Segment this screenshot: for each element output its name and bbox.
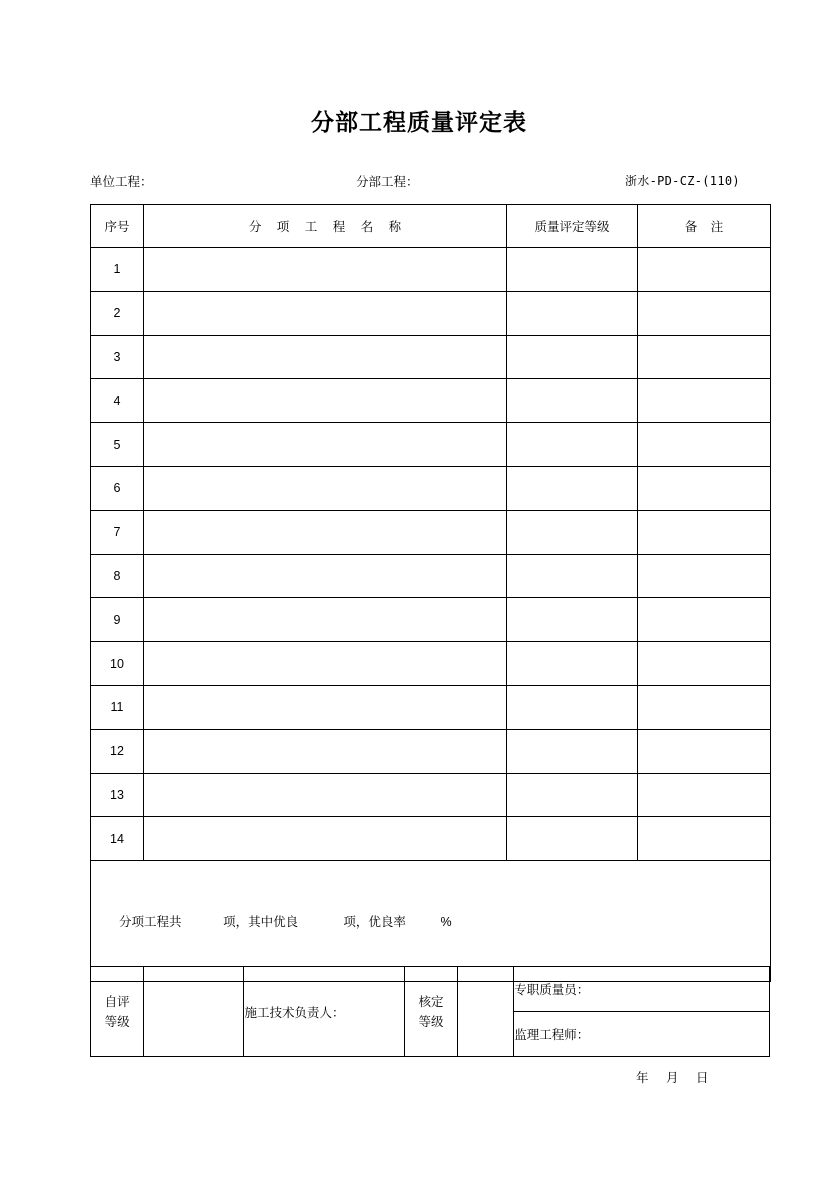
row-name-cell[interactable]	[144, 466, 507, 510]
row-name-cell[interactable]	[144, 773, 507, 817]
row-note-cell[interactable]	[638, 773, 771, 817]
row-grade-cell[interactable]	[507, 642, 638, 686]
table-row	[91, 642, 771, 686]
table-row	[91, 685, 771, 729]
date-month-label: 月	[666, 1071, 679, 1085]
header-no: 序号	[91, 205, 144, 248]
table-row	[91, 598, 771, 642]
row-name-cell[interactable]	[144, 817, 507, 861]
row-note-cell[interactable]	[638, 817, 771, 861]
row-name-cell[interactable]	[144, 729, 507, 773]
row-number: 10	[91, 642, 144, 686]
row-note-cell[interactable]	[638, 685, 771, 729]
self-grade-value[interactable]	[144, 967, 244, 1057]
row-grade-cell[interactable]	[507, 291, 638, 335]
row-grade-cell[interactable]	[507, 510, 638, 554]
part-project-label: 分部工程：	[356, 175, 419, 189]
row-note-cell[interactable]	[638, 642, 771, 686]
row-note-cell[interactable]	[638, 248, 771, 292]
row-grade-cell[interactable]	[507, 773, 638, 817]
row-number: 13	[91, 773, 144, 817]
row-number: 4	[91, 379, 144, 423]
header-name: 分 项 工 程 名 称	[144, 205, 507, 248]
row-grade-cell[interactable]	[507, 335, 638, 379]
form-code: 浙水-PD-CZ-(110)	[625, 174, 740, 188]
row-grade-cell[interactable]	[507, 248, 638, 292]
header-grade: 质量评定等级	[507, 205, 638, 248]
row-name-cell[interactable]	[144, 554, 507, 598]
row-name-cell[interactable]	[144, 685, 507, 729]
table-row	[91, 466, 771, 510]
row-grade-cell[interactable]	[507, 554, 638, 598]
row-note-cell[interactable]	[638, 466, 771, 510]
table-row	[91, 817, 771, 861]
check-grade-label-line1: 核定	[418, 994, 444, 1009]
table-row	[91, 554, 771, 598]
table-header-row	[91, 205, 771, 248]
row-number: 5	[91, 423, 144, 467]
row-note-cell[interactable]	[638, 335, 771, 379]
summary-row	[91, 861, 771, 982]
row-grade-cell[interactable]	[507, 466, 638, 510]
table-row	[91, 423, 771, 467]
row-grade-cell[interactable]	[507, 598, 638, 642]
table-row	[91, 729, 771, 773]
row-note-cell[interactable]	[638, 554, 771, 598]
row-grade-cell[interactable]	[507, 685, 638, 729]
signature-table	[90, 966, 770, 1057]
row-number: 7	[91, 510, 144, 554]
self-grade-label-line2: 等级	[104, 1014, 130, 1029]
table-row	[91, 335, 771, 379]
date-year-label: 年	[636, 1071, 649, 1085]
self-grade-label	[91, 967, 144, 1057]
row-number: 9	[91, 598, 144, 642]
header-note: 备 注	[638, 205, 771, 248]
row-name-cell[interactable]	[144, 291, 507, 335]
check-grade-label-line2: 等级	[418, 1014, 444, 1029]
row-name-cell[interactable]	[144, 248, 507, 292]
row-number: 6	[91, 466, 144, 510]
row-grade-cell[interactable]	[507, 817, 638, 861]
date-line	[636, 1068, 723, 1086]
table-row	[91, 773, 771, 817]
row-name-cell[interactable]	[144, 598, 507, 642]
row-grade-cell[interactable]	[507, 379, 638, 423]
row-name-cell[interactable]	[144, 510, 507, 554]
row-note-cell[interactable]	[638, 598, 771, 642]
unit-project-label: 单位工程：	[90, 175, 153, 189]
row-note-cell[interactable]	[638, 729, 771, 773]
row-name-cell[interactable]	[144, 423, 507, 467]
self-grade-label-line1: 自评	[104, 994, 130, 1009]
table-row	[91, 510, 771, 554]
supervisor-field[interactable]: 监理工程师：	[514, 1012, 770, 1057]
table-row	[91, 379, 771, 423]
table-row	[91, 248, 771, 292]
check-grade-value[interactable]	[458, 967, 514, 1057]
row-grade-cell[interactable]	[507, 423, 638, 467]
row-number: 1	[91, 248, 144, 292]
date-day-label: 日	[696, 1071, 709, 1085]
page-title: 分部工程质量评定表	[311, 110, 527, 136]
summary-text: 分项工程共 项，其中优良 项，优良率 %	[119, 915, 452, 930]
row-note-cell[interactable]	[638, 423, 771, 467]
row-grade-cell[interactable]	[507, 729, 638, 773]
meta-row	[90, 172, 770, 192]
evaluation-table	[90, 204, 771, 982]
row-name-cell[interactable]	[144, 642, 507, 686]
row-note-cell[interactable]	[638, 291, 771, 335]
row-name-cell[interactable]	[144, 379, 507, 423]
row-number: 14	[91, 817, 144, 861]
signature-row-top	[91, 967, 770, 1012]
table-row	[91, 291, 771, 335]
check-grade-label	[404, 967, 457, 1057]
row-note-cell[interactable]	[638, 379, 771, 423]
quality-officer-field[interactable]: 专职质量员：	[514, 967, 770, 1012]
row-number: 2	[91, 291, 144, 335]
row-name-cell[interactable]	[144, 335, 507, 379]
summary-cell	[91, 861, 771, 982]
row-number: 11	[91, 685, 144, 729]
row-number: 12	[91, 729, 144, 773]
row-note-cell[interactable]	[638, 510, 771, 554]
responsible-person-field[interactable]: 施工技术负责人：	[244, 967, 404, 1057]
row-number: 8	[91, 554, 144, 598]
row-number: 3	[91, 335, 144, 379]
